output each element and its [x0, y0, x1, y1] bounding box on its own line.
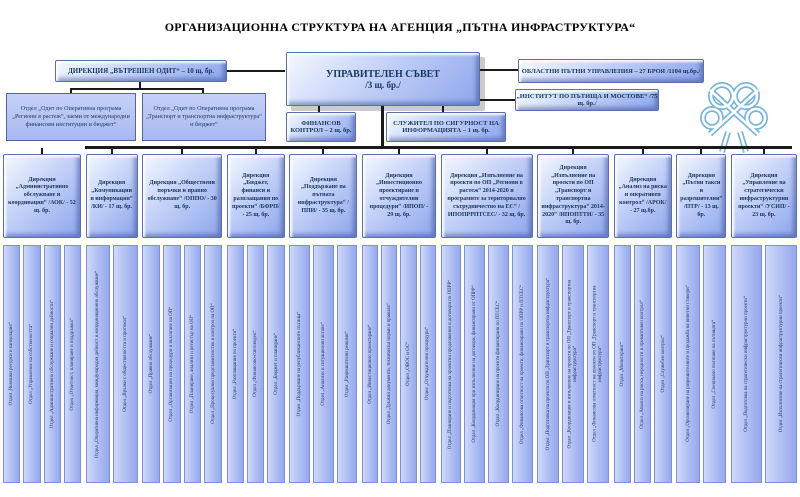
department-box	[44, 245, 61, 483]
department-box	[3, 245, 20, 483]
department-label: Отдел „Подготовка на проекти по ОП „Транспорт и транспортна инфраструктура“	[545, 277, 551, 451]
department-box	[184, 245, 202, 483]
department-label: Отдел „Бюджет и планиране“	[273, 333, 279, 395]
directorate-box: Дирекция „Обществени поръчки и правно обслужване“ /ОППО/ - 30 щ. бр.	[142, 154, 222, 238]
department-box	[562, 245, 584, 483]
department-label: Отдел „Мониторинг“	[619, 341, 625, 387]
department-box	[381, 245, 397, 483]
connector-line	[480, 69, 518, 71]
department-label: Отдел „Отчуждителни процедури“	[425, 327, 430, 401]
department-box	[267, 245, 284, 483]
department-label: Отдел „Разрешителни режими“	[344, 330, 350, 398]
department-label: Отдел „Човешки ресурси и канцелария“	[8, 322, 14, 406]
directorate-group	[86, 148, 138, 483]
department-label: Отдел „Координация при изпълнение на договори, финансирани от ОПРР“	[471, 285, 477, 443]
department-label: Отдел „Координиране на проекти финансирани по ПТСЕС“	[495, 301, 501, 427]
directorate-box: Дирекция „Пътни такси и разрешителни“ /ПТР/ - 13 щ. бр.	[676, 154, 726, 238]
department-box	[537, 245, 559, 483]
directorate-group	[289, 148, 357, 483]
management-board-count: /3 щ. бр./	[365, 79, 401, 90]
directorate-box: Дирекция „Комуникации и информация“ /КИ/ - 17 щ. бр.	[86, 154, 138, 238]
directorate-box: Дирекция „Изпълнение на проекти по ОП „Региони в растеж“ 2014-2020 и програмите за териториално сътрудничество на ЕС“ /ИПОПРРПТСЕС/ - 32 щ. бр.	[441, 154, 533, 238]
directorate-box: Дирекция „Изпълнение на проекти по ОП „Транспорт и транспортна инфраструктура“ 2014-2020“ /ИПОПТТИ/ - 35 щ. бр.	[537, 154, 609, 238]
management-board-box	[286, 52, 480, 106]
department-box	[731, 245, 763, 483]
directorate-group	[676, 148, 726, 483]
directorate-box: Дирекция „Управление на стратегически инфраструктурни проекти“ /УСИП/ - 23 щ. бр.	[731, 154, 797, 238]
department-label: Отдел „Изпълнение на стратегически инфраструктурни проекти“	[778, 295, 784, 433]
department-label: Отдел „Специално ползване на пътищата“	[711, 319, 717, 409]
information-security-officer-box: СЛУЖИТЕЛ ПО СИГУРНОСТ НА ИНФОРМАЦИЯТА – 1 щ. бр.	[386, 112, 506, 142]
department-box	[512, 245, 533, 483]
directorate-box: Дирекция „Анализ на риска и оперативен контрол“ /АРОК/ - 27 щ.бр.	[614, 154, 672, 238]
api-knot-logo-icon	[698, 80, 770, 154]
department-box	[247, 245, 264, 483]
connector-line	[381, 106, 384, 148]
department-box	[654, 245, 671, 483]
directorate-box: Дирекция „Инвестиционно проектиране и отчуждителни процедури“ /ИПОП/ - 29 щ. бр.	[362, 154, 436, 238]
department-columns	[289, 245, 357, 483]
department-box	[163, 245, 181, 483]
department-columns	[731, 245, 797, 483]
department-box	[204, 245, 222, 483]
regional-road-administrations-box: ОБЛАСТНИ ПЪТНИ УПРАВЛЕНИЯ – 27 БРОЯ /1104 щ.бр./	[518, 59, 704, 83]
directorate-group	[441, 148, 533, 483]
roads-bridges-institute-box: „ИНСТИТУТ ПО ПЪТИЩА И МОСТОВЕ“ /75 щ. бр./	[515, 89, 659, 111]
connector-line	[480, 99, 515, 101]
department-box	[142, 245, 160, 483]
department-box	[86, 245, 111, 483]
department-label: Отдел „Инвестиционно проектиране“	[367, 324, 373, 404]
department-label: Отдел „Координация и изпълнение на проекти по ОП „Транспорт и транспортна инфраструктура“	[567, 279, 579, 449]
directorate-group	[537, 148, 609, 483]
department-box	[765, 245, 797, 483]
department-label: Отдел „Разплащания по проекти“	[232, 328, 238, 400]
directorate-box: Дирекция „Поддържане на пътната инфраструктура“ /ППИ/ - 35 щ. бр.	[289, 154, 357, 238]
department-columns	[3, 245, 81, 483]
department-label: Отдел „Отчетност, планиране и поддръжка“	[69, 317, 75, 411]
department-label: Отдел „Планиране и подготовка на проектни предложения и договори по ОПРР“	[448, 279, 454, 449]
department-columns	[537, 245, 609, 483]
department-label: Отдел „Поддържане на републиканските пътища“	[296, 311, 302, 417]
directorate-group	[142, 148, 222, 483]
department-box	[362, 245, 378, 483]
audit-unit-box: Отдел „Одит по Оперативна програма „Региони в растеж“, заеми от международни финансови институции и бюджет“	[6, 93, 136, 141]
department-label: Отдел „Организация на процедури и възлагане на ОП“	[168, 306, 174, 422]
department-label: Отдел „Организиране на разрешителните и продажба на винетни стикери“	[685, 285, 691, 443]
directorate-group	[3, 148, 81, 483]
department-box	[488, 245, 509, 483]
department-box	[400, 245, 416, 483]
department-box	[337, 245, 358, 483]
department-columns	[86, 245, 138, 483]
directorate-box: Дирекция „Административно обслужване и координация“ /АОК/ - 52 щ. бр.	[3, 154, 81, 238]
directorate-group	[614, 148, 672, 483]
department-box	[676, 245, 700, 483]
directorates-row	[3, 148, 797, 483]
department-columns	[142, 245, 222, 483]
department-box	[464, 245, 485, 483]
directorate-group	[227, 148, 285, 483]
department-label: Отдел „Правно обслужване“	[148, 334, 154, 394]
department-columns	[441, 245, 533, 483]
internal-audit-box: ДИРЕКЦИЯ „ВЪТРЕШЕН ОДИТ“ – 10 щ. бр.	[55, 60, 227, 82]
department-box	[289, 245, 310, 483]
department-label: Отдел „ОВОС и ОС“	[405, 341, 411, 387]
audit-unit-box: Отдел „Одит по Оперативна програма „Транспорт и транспортна инфраструктура“ и бюджет“	[142, 93, 266, 141]
department-columns	[362, 245, 436, 483]
department-columns	[614, 245, 672, 483]
department-label: Отдел „Връзки с обществеността и протокол“	[122, 315, 128, 413]
department-box	[64, 245, 81, 483]
directorate-group	[362, 148, 436, 483]
directorate-box: Дирекция „Бюджет, финанси и разплащания по проекти“ /БФРП/ - 25 щ. бр.	[227, 154, 285, 238]
department-label: Отдел „Управление на собствеността“	[29, 323, 34, 405]
department-box	[313, 245, 334, 483]
department-box	[23, 245, 40, 483]
management-board-title: УПРАВИТЕЛЕН СЪВЕТ	[326, 68, 440, 80]
department-columns	[676, 245, 726, 483]
department-label: Отдел „Административно обслужване и социални дейности“	[49, 299, 55, 429]
department-label: Отдел „Процесуално представителство и контрол на ОП“	[210, 303, 216, 425]
department-label: Отдел „Анализи и ситуационни актове“	[320, 322, 326, 406]
department-box	[703, 245, 727, 483]
department-label: Отдел „Финансова отчетност на проекти, финансирани по ОПРР и ПТСЕС“	[519, 284, 525, 444]
department-label: Отдел „Финансова отчетност на проекти по ОП „Транспорт и транспортна инфраструктура“	[592, 285, 604, 443]
department-label: Отдел „Подготовка на стратегически инфраструктурни проекти“	[743, 296, 749, 432]
department-label: Отдел „Планиране, анализи и регистър на ОП“	[189, 314, 195, 414]
connector-line	[227, 70, 285, 72]
department-box	[614, 245, 631, 483]
department-label: Отдел „Служебен контрол“	[660, 335, 666, 393]
department-label: Отдел „Анализ на риска, нередности и превантивен контрол“	[639, 299, 645, 429]
department-box	[227, 245, 244, 483]
connector-line	[70, 88, 204, 90]
department-label: Отдел „Оперативна информация, международна дейност и координационно обслужване“	[95, 270, 100, 458]
department-label: Отдел „Финансово-счетоводен“	[252, 330, 258, 398]
department-box	[587, 245, 609, 483]
department-box	[113, 245, 138, 483]
department-box	[441, 245, 462, 483]
department-columns	[227, 245, 285, 483]
department-label: Отдел „Тръжни документи, технически норми и правила“	[386, 303, 392, 425]
page-title: ОРГАНИЗАЦИОННА СТРУКТУРА НА АГЕНЦИЯ „ПЪТНА ИНФРАСТРУКТУРА“	[164, 20, 636, 34]
financial-control-box: ФИНАНСОВ КОНТРОЛ – 2 щ. бр.	[286, 112, 356, 142]
department-box	[420, 245, 436, 483]
directorate-group	[731, 148, 797, 483]
department-box	[634, 245, 651, 483]
